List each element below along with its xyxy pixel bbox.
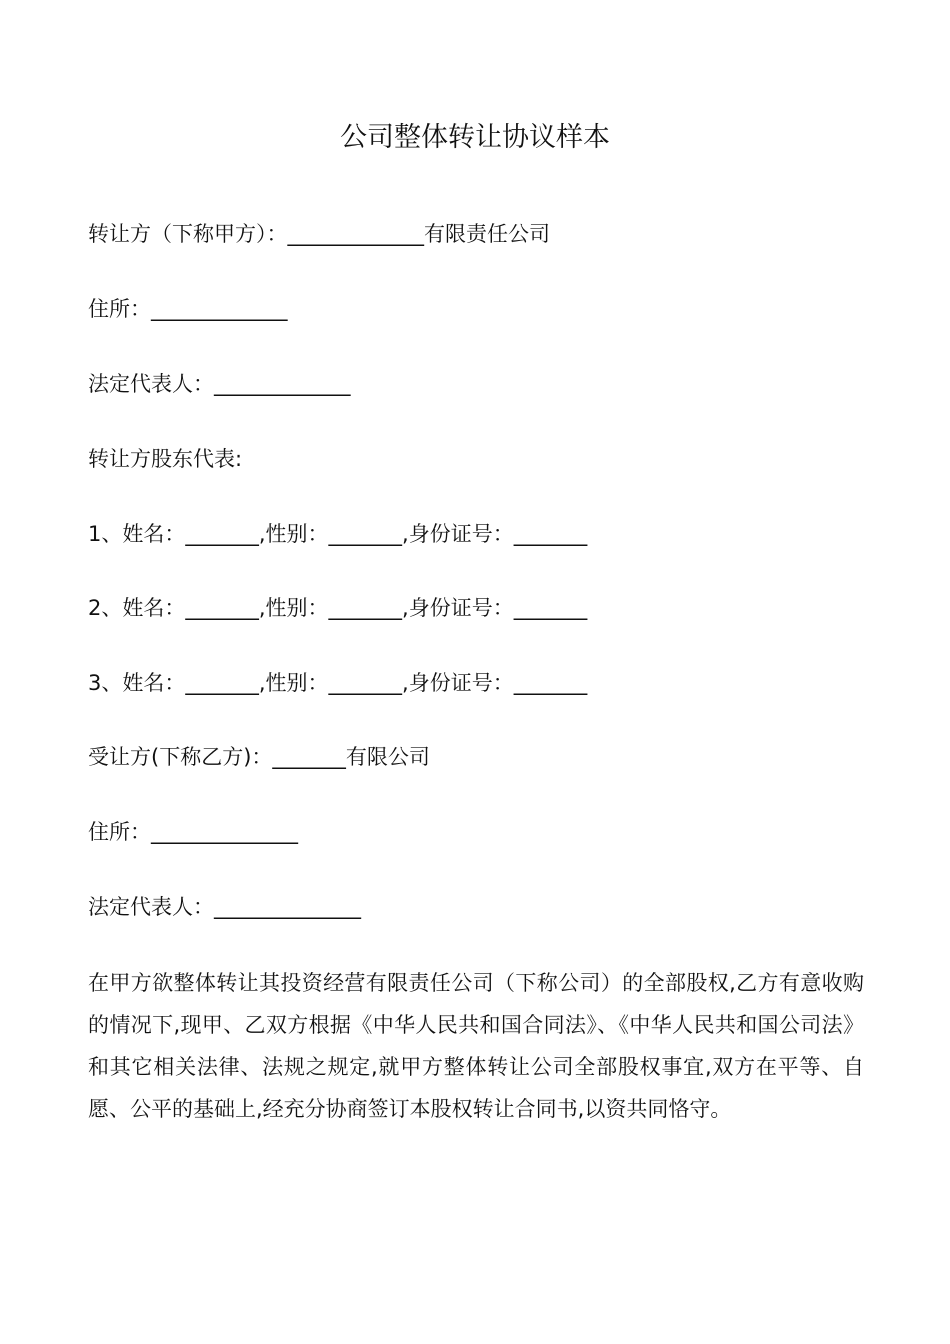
preamble-paragraph: 在甲方欲整体转让其投资经营有限责任公司（下称公司）的全部股权,乙方有意收购的情况下,现甲、乙双方根据《中华人民共和国合同法》、《中华人民共和国公司法》和其它相关法律、法规之规定,就甲方整体转让公司全部股权事宜,双方在平等、自愿、公平的基础上,经充分协商签订本股权转让合同书,以资共同恪守。: [88, 971, 865, 1121]
transferor-legal-rep-line: 法定代表人：_____________: [88, 372, 351, 396]
shareholder-2-line: 2、姓名：_______,性别：_______,身份证号：_______: [88, 596, 588, 620]
transferee-line: 受让方(下称乙方)：_______有限公司: [88, 745, 430, 769]
document-title: 公司整体转让协议样本: [340, 122, 610, 153]
shareholder-1-line: 1、姓名：_______,性别：_______,身份证号：_______: [88, 522, 588, 546]
transferee-address-line: 住所：______________: [88, 820, 298, 844]
transferor-address-line: 住所：_____________: [88, 297, 288, 321]
shareholder-rep-heading: 转让方股东代表:: [88, 447, 243, 471]
shareholder-3-line: 3、姓名：_______,性别：_______,身份证号：_______: [88, 671, 588, 695]
transferee-legal-rep-line: 法定代表人：______________: [88, 895, 361, 919]
transferor-line: 转让方（下称甲方）：_____________有限责任公司: [88, 222, 550, 246]
